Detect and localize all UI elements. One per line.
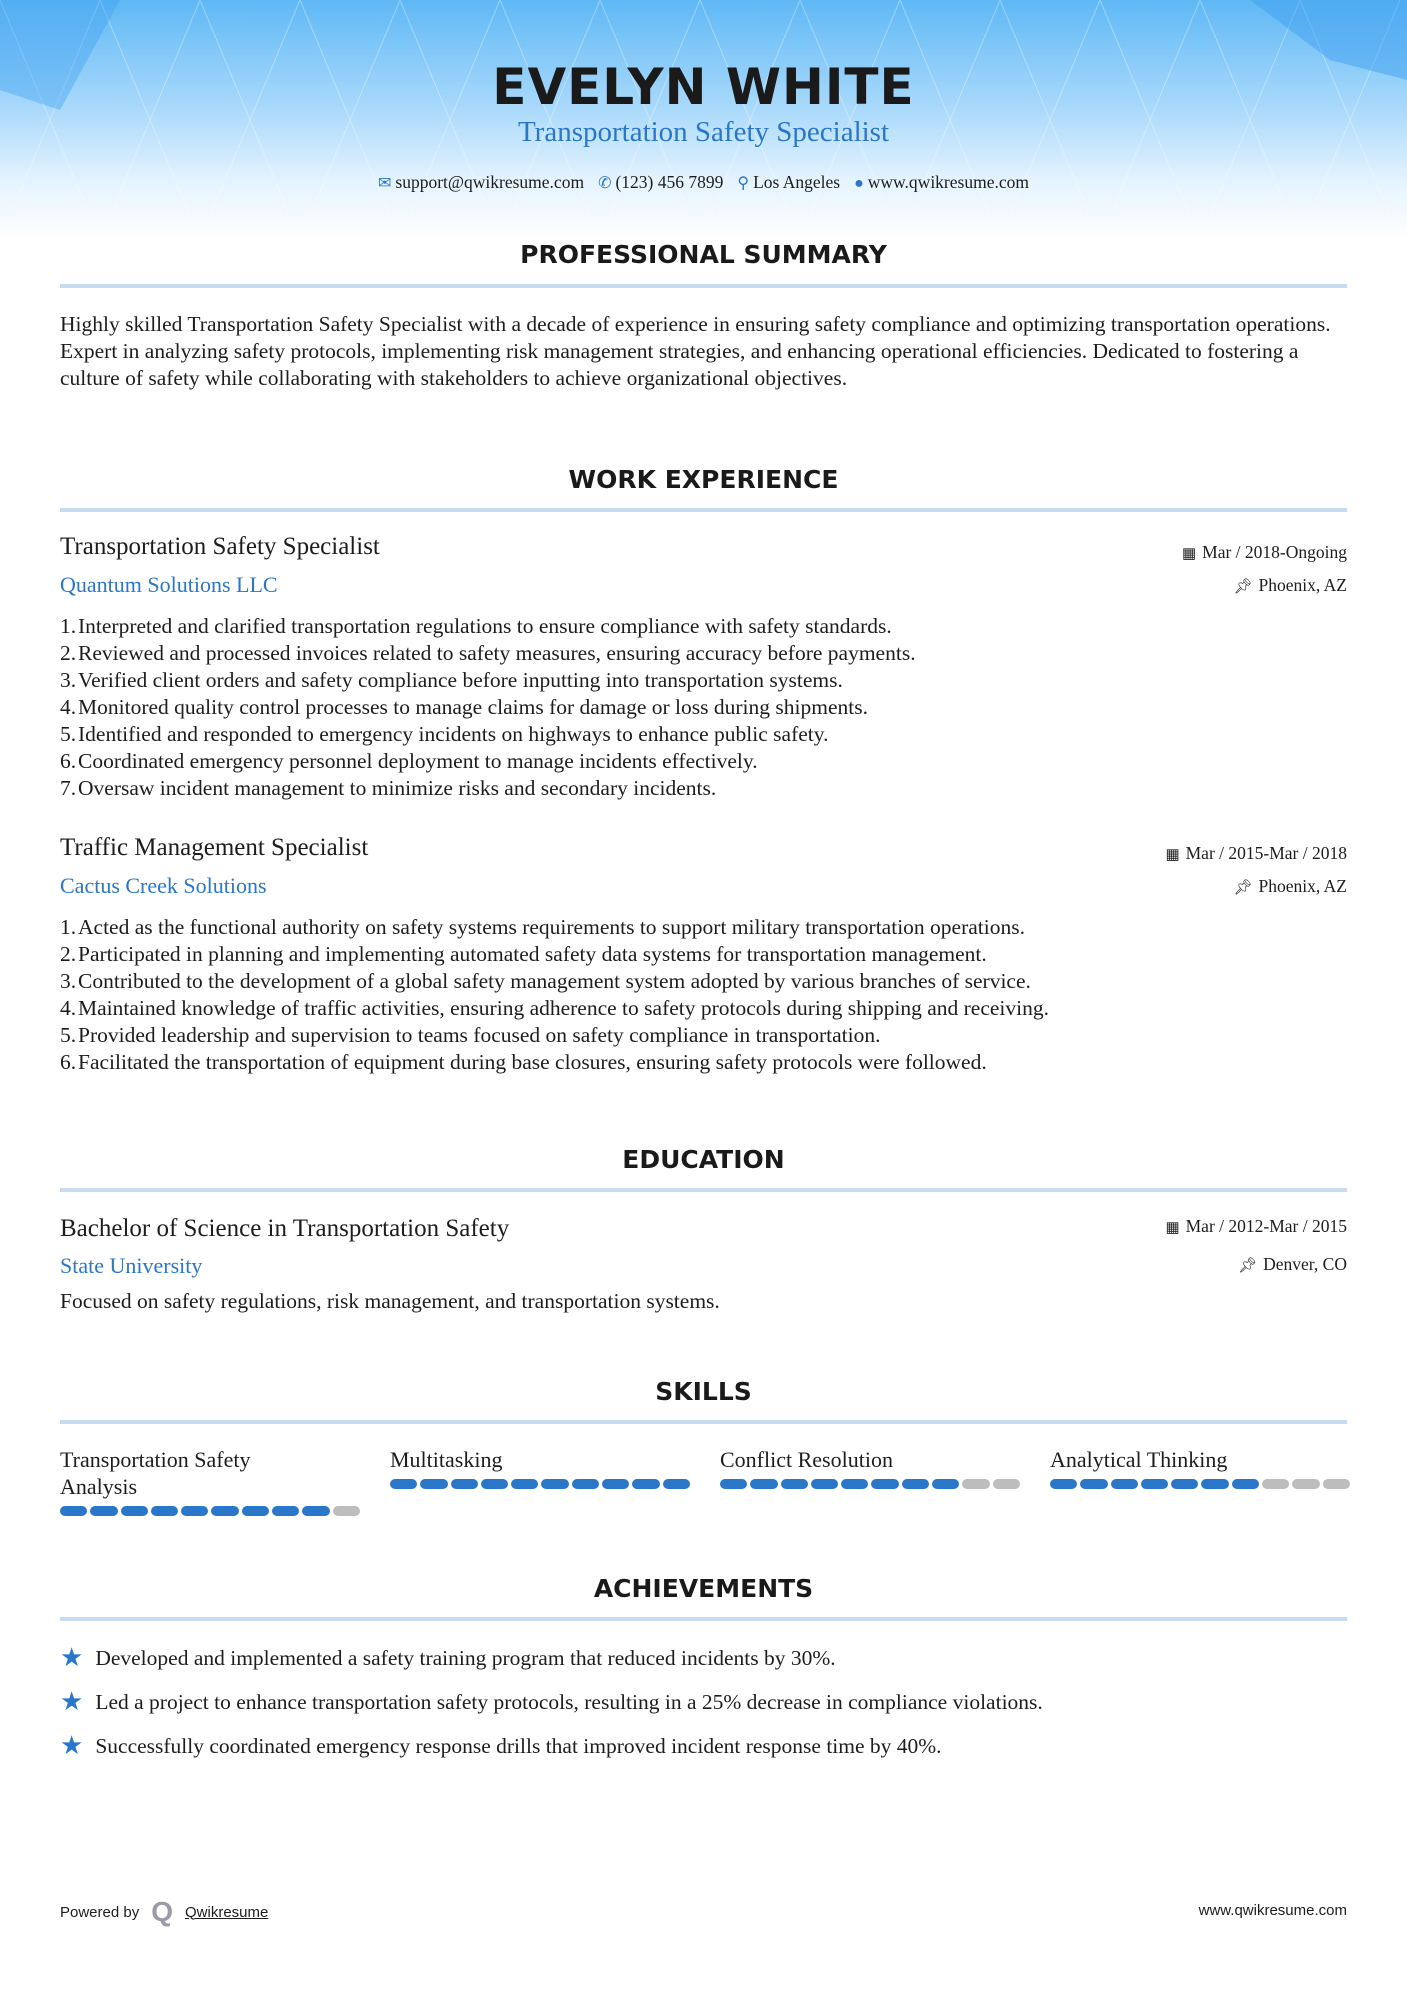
- list-item: 4.Maintained knowledge of traffic activities, ensuring adherence to safety protocols during shipping and receiving.: [60, 996, 1049, 1020]
- list-item: 5.Provided leadership and supervision to teams focused on safety compliance in transportation.: [60, 1023, 881, 1047]
- job-dates: ▦ Mar / 2018-Ongoing: [1181, 542, 1347, 562]
- star-icon: ★: [60, 1687, 84, 1716]
- list-item: 7.Oversaw incident management to minimize risks and secondary incidents.: [60, 776, 717, 800]
- skill-level-segment: [1171, 1479, 1198, 1489]
- calendar-icon: ▦: [1165, 847, 1180, 863]
- job-title: Transportation Safety Specialist: [60, 533, 380, 560]
- footer-powered-by: Powered by Q Qwikresume: [60, 1896, 269, 1927]
- job-title: Traffic Management Specialist: [60, 834, 369, 861]
- skill-level-segment: [1292, 1479, 1319, 1489]
- divider: [60, 1420, 1347, 1424]
- header-banner: [0, 0, 1407, 240]
- skill-level-segment: [272, 1506, 299, 1516]
- job-bullets: [60, 613, 1350, 802]
- skill-level-segment: [333, 1506, 360, 1516]
- star-icon: ★: [60, 1731, 84, 1760]
- skill-item: [60, 1446, 360, 1516]
- contact-email[interactable]: ✉ support@qwikresume.com: [378, 172, 585, 192]
- skill-level-segment: [841, 1479, 868, 1489]
- job-location: 📌︎ Phoenix, AZ: [1233, 575, 1347, 595]
- list-item: 2.Participated in planning and implementing automated safety data systems for transportation management.: [60, 942, 987, 966]
- job-bullets: [60, 914, 1350, 1076]
- skill-item: [1050, 1446, 1350, 1489]
- pin-icon: 📌︎: [1238, 1258, 1258, 1274]
- skill-level-bar: [60, 1506, 360, 1516]
- degree-title: Bachelor of Science in Transportation Safety: [60, 1215, 510, 1242]
- skill-level-segment: [390, 1479, 417, 1489]
- contact-bar: [0, 172, 1407, 193]
- skill-level-segment: [632, 1479, 659, 1489]
- job-dates: ▦ Mar / 2015-Mar / 2018: [1165, 843, 1347, 863]
- list-item: 6.Coordinated emergency personnel deployment to manage incidents effectively.: [60, 749, 758, 773]
- calendar-icon: ▦: [1181, 546, 1197, 562]
- job-location: 📌︎ Phoenix, AZ: [1233, 876, 1347, 896]
- qwikresume-logo-icon: Q: [151, 1896, 173, 1927]
- section-heading-education: EDUCATION: [622, 1145, 785, 1174]
- divider: [60, 1188, 1347, 1192]
- section-heading-achievements: ACHIEVEMENTS: [593, 1574, 814, 1603]
- pin-icon: 📌︎: [1233, 880, 1253, 896]
- skill-level-segment: [420, 1479, 447, 1489]
- globe-icon: ●: [854, 175, 864, 192]
- list-item: 2.Reviewed and processed invoices related to safety measures, ensuring accuracy before payments.: [60, 641, 916, 665]
- company-name: Cactus Creek Solutions: [60, 873, 267, 898]
- skill-level-segment: [481, 1479, 508, 1489]
- section-heading-skills: SKILLS: [655, 1377, 752, 1406]
- skill-level-segment: [451, 1479, 478, 1489]
- skill-level-segment: [242, 1506, 269, 1516]
- skill-level-segment: [511, 1479, 538, 1489]
- list-item: 4.Monitored quality control processes to manage claims for damage or loss during shipments.: [60, 695, 868, 719]
- section-heading-summary: PROFESSIONAL SUMMARY: [520, 240, 887, 269]
- pin-icon: 📌︎: [1233, 579, 1253, 595]
- skill-item: [390, 1446, 690, 1489]
- qwikresume-link[interactable]: Qwikresume: [185, 1903, 269, 1921]
- skill-level-segment: [121, 1506, 148, 1516]
- skill-level-segment: [811, 1479, 838, 1489]
- skill-level-segment: [1141, 1479, 1168, 1489]
- summary-text: Highly skilled Transportation Safety Specialist with a decade of experience in ensuring safety compliance and optimizing transportation operations. Expert in analyzing safety protocols, implementing risk management strategies, and enhancing operational efficiencies. Dedicated to fostering a culture of safety while collaborating with stakeholders to achieve organizational objectives.: [60, 312, 1331, 390]
- list-item: 5.Identified and responded to emergency incidents on highways to enhance public safety.: [60, 722, 829, 746]
- education-dates: ▦ Mar / 2012-Mar / 2015: [1165, 1216, 1347, 1236]
- achievement-item: ★ Led a project to enhance transportation safety protocols, resulting in a 25% decrease in compliance violations.: [60, 1687, 1043, 1716]
- divider: [60, 1617, 1347, 1621]
- divider: [60, 508, 1347, 512]
- achievement-item: ★ Successfully coordinated emergency response drills that improved incident response time by 40%.: [60, 1731, 942, 1760]
- skill-level-segment: [151, 1506, 178, 1516]
- skill-level-segment: [211, 1506, 238, 1516]
- envelope-icon: ✉: [378, 175, 392, 192]
- skill-level-segment: [90, 1506, 117, 1516]
- divider: [60, 284, 1347, 288]
- skill-level-segment: [750, 1479, 777, 1489]
- achievement-item: ★ Developed and implemented a safety training program that reduced incidents by 30%.: [60, 1643, 836, 1672]
- school-name: State University: [60, 1253, 203, 1278]
- education-location: 📌︎ Denver, CO: [1238, 1254, 1347, 1274]
- contact-website[interactable]: ● www.qwikresume.com: [854, 172, 1029, 192]
- skill-name: Conflict Resolution: [720, 1447, 893, 1472]
- company-name: Quantum Solutions LLC: [60, 572, 278, 597]
- section-heading-experience: WORK EXPERIENCE: [568, 465, 839, 494]
- skill-level-segment: [1323, 1479, 1350, 1489]
- skill-level-segment: [1111, 1479, 1138, 1489]
- skill-name: Transportation Safety Analysis: [60, 1447, 251, 1499]
- skill-level-segment: [572, 1479, 599, 1489]
- list-item: 1.Acted as the functional authority on safety systems requirements to support military transportation operations.: [60, 915, 1025, 939]
- skill-level-segment: [181, 1506, 208, 1516]
- skill-level-segment: [932, 1479, 959, 1489]
- contact-phone: ✆ (123) 456 7899: [598, 172, 724, 192]
- skill-level-segment: [663, 1479, 690, 1489]
- skill-name: Analytical Thinking: [1050, 1447, 1228, 1472]
- skill-level-segment: [781, 1479, 808, 1489]
- map-pin-icon: ⚲: [737, 175, 750, 192]
- skill-level-segment: [1201, 1479, 1228, 1489]
- skill-level-segment: [1232, 1479, 1259, 1489]
- skill-level-segment: [1080, 1479, 1107, 1489]
- list-item: 6.Facilitated the transportation of equipment during base closures, ensuring safety protocols were followed.: [60, 1050, 987, 1074]
- skill-level-segment: [871, 1479, 898, 1489]
- list-item: 3.Verified client orders and safety compliance before inputting into transportation systems.: [60, 668, 843, 692]
- star-icon: ★: [60, 1643, 84, 1672]
- skill-level-segment: [993, 1479, 1020, 1489]
- skill-name: Multitasking: [390, 1447, 503, 1472]
- skill-level-segment: [302, 1506, 329, 1516]
- contact-location: ⚲ Los Angeles: [737, 172, 841, 192]
- skill-level-bar: [720, 1479, 1020, 1489]
- skill-level-segment: [1050, 1479, 1077, 1489]
- list-item: 3.Contributed to the development of a global safety management system adopted by various branches of service.: [60, 969, 1031, 993]
- skill-level-segment: [1262, 1479, 1289, 1489]
- skill-item: [720, 1446, 1020, 1489]
- skill-level-bar: [390, 1479, 690, 1489]
- skill-level-segment: [541, 1479, 568, 1489]
- candidate-title: Transportation Safety Specialist: [517, 116, 890, 148]
- calendar-icon: ▦: [1165, 1220, 1180, 1236]
- list-item: 1.Interpreted and clarified transportation regulations to ensure compliance with safety standards.: [60, 614, 892, 638]
- skill-level-bar: [1050, 1479, 1350, 1489]
- skill-level-segment: [60, 1506, 87, 1516]
- skill-level-segment: [962, 1479, 989, 1489]
- education-description: Focused on safety regulations, risk management, and transportation systems.: [60, 1289, 720, 1313]
- footer-website[interactable]: www.qwikresume.com: [1198, 1902, 1347, 1919]
- skill-level-segment: [902, 1479, 929, 1489]
- skill-level-segment: [720, 1479, 747, 1489]
- phone-icon: ✆: [598, 175, 612, 192]
- skill-level-segment: [602, 1479, 629, 1489]
- candidate-name: EVELYN WHITE: [492, 58, 915, 116]
